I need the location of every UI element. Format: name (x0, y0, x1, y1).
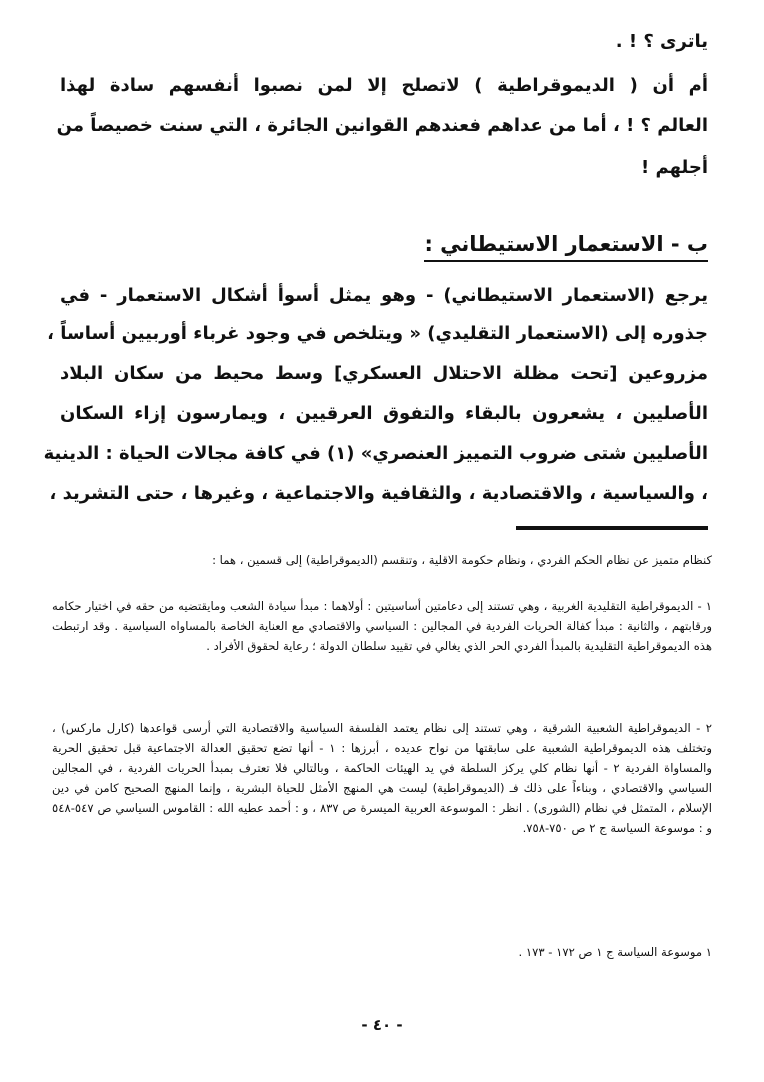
footnote-reference (52, 942, 712, 962)
body-line: جذوره إلى (الاستعمار التقليدي) « ويتلخص في وجود غرباء أوربيين أساساً ، (47, 323, 708, 344)
body-line: ، والسياسية ، والاقتصادية ، والثقافية والاجتماعية ، وغيرها ، حتى التشريد ، (49, 483, 708, 504)
page-number: - ٤٠ - (361, 1016, 403, 1034)
text-line: ياترى ؟ ! . (615, 31, 708, 52)
body-line: يرجع (الاستعمار الاستيطاني) - وهو يمثل أسوأ أشكال الاستعمار - في (60, 285, 708, 306)
footnote-item-2 (52, 718, 712, 838)
footnote-divider (516, 526, 708, 530)
footnote-item-2-text: ٢ - الديموقراطية الشعبية الشرقية ، وهي تستند إلى نظام يعتمد الفلسفة السياسية والاقتصادية التي أرسى قواعدها (كارل ماركس) ، وتختلف هذه الديموقراطية الشعبية على سابقتها من نواح عديده ، أبرزها : ١ - أنها تضع تحقيق العدالة الاجتماعية قبل تحقيق الحرية والمساواة الفردية ٢ - أنها نظام كلي يركز السلطة في يد الهيئات الحاكمة ، وبالتالي فلا تعترف بمبدأ الحريات الفردية ، في المجالين السياسي والاقتصادي ، وبناءاً على ذلك فـ (الديموقراطية) ليست هي المنهج الأمثل للحياة البشرية ، وإنما المنهج الصحيح كامن في دين الإسلام ، المتمثل في نظام (الشورى) . انظر : الموسوعة العربية الميسرة ص ٨٣٧ ، و : أحمد عطيه الله : القاموس السياسي ص ٥٤٧-٥٤٨ و : موسوعة السياسة ج ٢ ص ٧٥٠-٧٥٨. (52, 721, 713, 835)
body-line: الأصليين ، يشعرون بالبقاء والتفوق العرقيين ، ويمارسون إزاء السكان (60, 403, 708, 424)
footnote-reference-text: ١ موسوعة السياسة ج ١ ص ١٧٢ - ١٧٣ . (518, 945, 712, 959)
section-heading: ب - الاستعمار الاستيطاني : (424, 230, 708, 262)
footnote-item-1-text: ١ - الديموقراطية التقليدية الغربية ، وهي تستند إلى دعامتين أساسيتين : أولاهما : مبدأ سيادة الشعب ومايقتضيه من حقه في اختيار حكامه ورقابتهم ، والثانية : مبدأ كفالة الحريات الفردية في المجالين : السياسي والاقتصادي مع العناية الخاصة بالمساواه السياسية . وقد ارتبطت هذه الديموقراطية التقليدية بالمبدأ الفردي الحر الذي يغالي في تقييد سلطان الدولة ؛ رعاية لحقوق الأفراد . (52, 599, 712, 653)
footnote-intro (52, 550, 712, 570)
footnote-item-1 (52, 596, 712, 656)
text-line: العالم ؟ ! ، أما من عداهم فعندهم القوانين الجائرة ، التي سنت خصيصاً من (56, 115, 708, 136)
footnote-intro-text: كنظام متميز عن نظام الحكم الفردي ، ونظام حكومة الاقلية ، وتنقسم (الديموقراطية) إلى قسمين ، هما : (212, 553, 712, 567)
text-line: أم أن ( الديموقراطية ) لاتصلح إلا لمن نصبوا أنفسهم سادة لهذا (60, 75, 708, 96)
body-line: مزروعين [تحت مظلة الاحتلال العسكري] وسط محيط من سكان البلاد (60, 363, 708, 384)
text-line: أجلهم ! (641, 157, 708, 178)
body-line: الأصليين شتى ضروب التمييز العنصري» (١) في كافة مجالات الحياة : الدينية (43, 443, 708, 464)
